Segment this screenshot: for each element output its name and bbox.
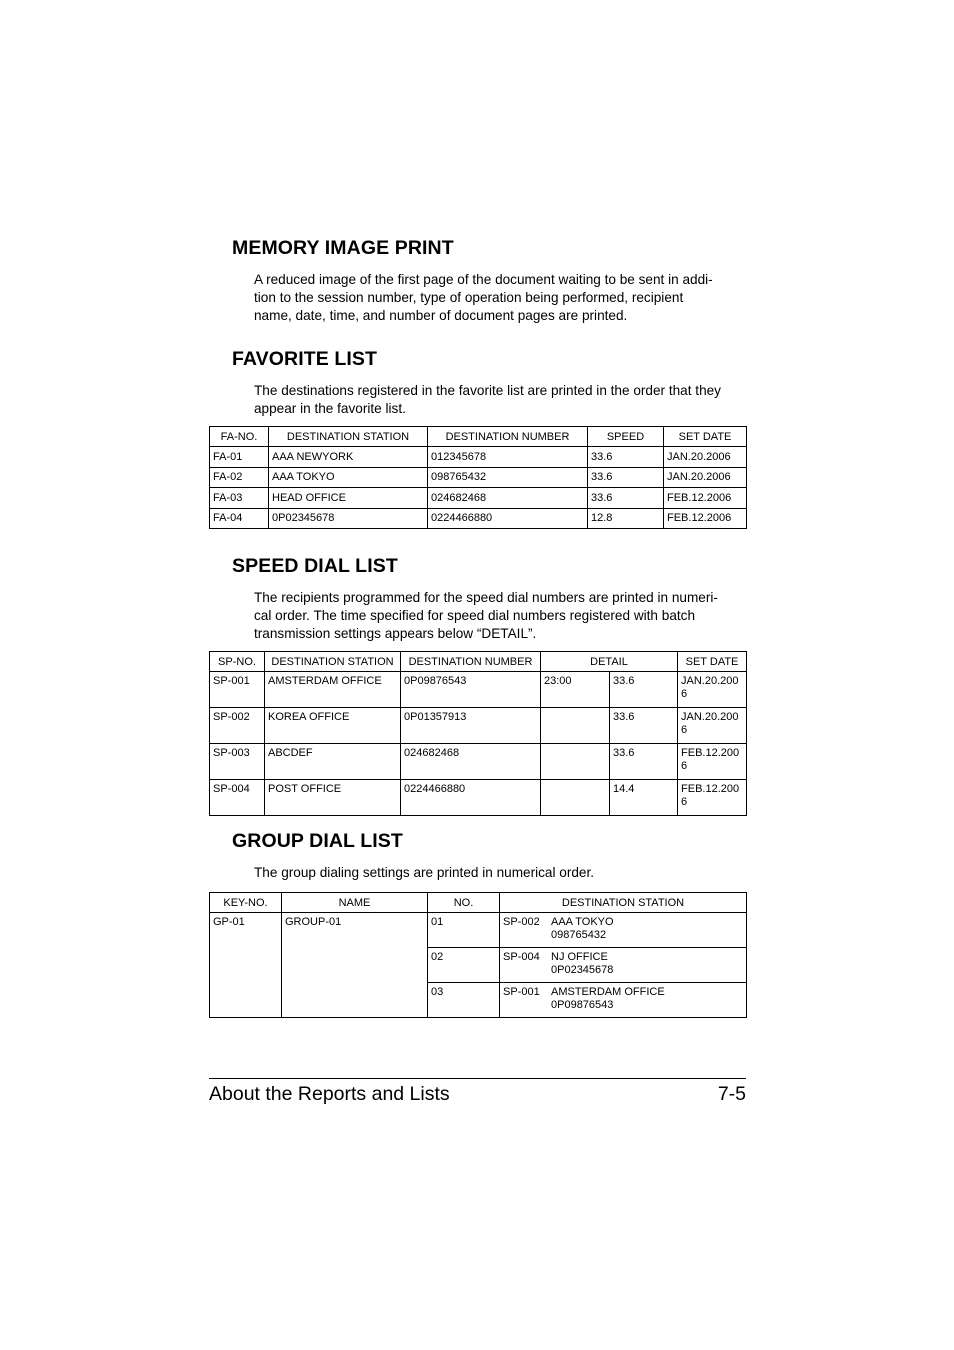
table-cell [500, 983, 747, 1018]
table-cell: 33.6 [588, 488, 664, 509]
table-cell: 12.8 [588, 508, 664, 529]
table-row [210, 744, 747, 780]
table-cell: 33.6 [610, 708, 678, 744]
speed-dial-code: SP-004 [503, 951, 540, 963]
table-cell: 33.6 [610, 672, 678, 708]
destination-name: NJ OFFICE [551, 951, 608, 963]
column-header: DESTINATION NUMBER [428, 427, 588, 447]
column-header: DESTINATION NUMBER [401, 652, 541, 672]
table-cell: FEB.12.2006 [678, 744, 747, 780]
group-dial-list-heading: GROUP DIAL LIST [232, 830, 403, 852]
table-cell: JAN.20.2006 [678, 708, 747, 744]
table-cell: 33.6 [610, 744, 678, 780]
speed-dial-list-table [209, 651, 747, 816]
table-cell [541, 744, 610, 780]
favorite-list-description: The destinations registered in the favorite list are printed in the order that they appear in the favorite list. [254, 383, 721, 416]
table-cell: JAN.20.2006 [664, 467, 747, 488]
table-cell: 0P09876543 [401, 672, 541, 708]
column-header: DESTINATION STATION [500, 893, 747, 913]
table-row [210, 447, 747, 468]
speed-dial-code: SP-001 [503, 986, 540, 998]
column-header: SPEED [588, 427, 664, 447]
table-header-row [210, 427, 747, 447]
column-header: DETAIL [541, 652, 678, 672]
table-header-row [210, 893, 747, 913]
table-row [210, 467, 747, 488]
table-row [210, 488, 747, 509]
table-cell: SP-001 [210, 672, 265, 708]
footer-divider [209, 1078, 746, 1079]
table-cell: 098765432 [428, 467, 588, 488]
table-cell: 33.6 [588, 467, 664, 488]
table-row [210, 780, 747, 816]
table-cell [541, 708, 610, 744]
favorite-list-table [209, 426, 747, 529]
table-cell: 02 [428, 948, 500, 983]
table-row [210, 913, 747, 948]
table-cell: AAA NEWYORK [269, 447, 428, 468]
column-header: DESTINATION STATION [269, 427, 428, 447]
destination-number: 098765432 [551, 928, 607, 941]
table-cell: JAN.20.2006 [664, 447, 747, 468]
table-cell: 0224466880 [428, 508, 588, 529]
table-cell: SP-002 [210, 708, 265, 744]
table-cell: 0224466880 [401, 780, 541, 816]
table-cell: 0P02345678 [269, 508, 428, 529]
group-dial-list-description: The group dialing settings are printed in numerical order. [254, 865, 595, 880]
destination-number: 0P02345678 [551, 963, 614, 976]
table-cell: GP-01 [210, 913, 282, 1018]
column-header: SP-NO. [210, 652, 265, 672]
table-cell: FA-01 [210, 447, 269, 468]
column-header: SET DATE [664, 427, 747, 447]
page-number: 7-5 [717, 1083, 746, 1105]
destination-number: 0P09876543 [551, 998, 614, 1011]
table-cell: JAN.20.2006 [678, 672, 747, 708]
group-dial-list-table [209, 892, 747, 1018]
footer-section-title: About the Reports and Lists [209, 1083, 450, 1105]
memory-image-print-heading: MEMORY IMAGE PRINT [232, 237, 454, 259]
table-cell: 012345678 [428, 447, 588, 468]
speed-dial-list-description: The recipients programmed for the speed dial numbers are printed in numeri- cal order. The time specified for speed dial numbers registered with batch transmission settings appears below “DETAIL”. [254, 590, 718, 641]
column-header: FA-NO. [210, 427, 269, 447]
table-row [210, 672, 747, 708]
table-cell: 024682468 [401, 744, 541, 780]
speed-dial-list-heading: SPEED DIAL LIST [232, 555, 398, 577]
table-cell: 024682468 [428, 488, 588, 509]
table-cell: POST OFFICE [265, 780, 401, 816]
column-header: NO. [428, 893, 500, 913]
speed-dial-code: SP-002 [503, 916, 540, 928]
table-row [210, 708, 747, 744]
table-cell: FEB.12.2006 [664, 488, 747, 509]
table-cell: FA-03 [210, 488, 269, 509]
table-cell: FA-02 [210, 467, 269, 488]
table-cell: SP-003 [210, 744, 265, 780]
table-cell: SP-004 [210, 780, 265, 816]
table-cell: HEAD OFFICE [269, 488, 428, 509]
memory-image-print-description: A reduced image of the first page of the document waiting to be sent in addi- tion to the session number, type of operation being performed, recipient name, date, time, and number of document pages are printed. [254, 272, 713, 323]
destination-name: AAA TOKYO [551, 916, 614, 928]
table-cell: AAA TOKYO [269, 467, 428, 488]
table-cell: 14.4 [610, 780, 678, 816]
column-header: DESTINATION STATION [265, 652, 401, 672]
table-cell: FEB.12.2006 [678, 780, 747, 816]
table-cell [500, 913, 747, 948]
column-header: SET DATE [678, 652, 747, 672]
table-cell: 23:00 [541, 672, 610, 708]
table-cell: 01 [428, 913, 500, 948]
table-cell: 03 [428, 983, 500, 1018]
table-cell [541, 780, 610, 816]
table-cell [500, 948, 747, 983]
column-header: NAME [282, 893, 428, 913]
table-cell: FA-04 [210, 508, 269, 529]
table-cell: ABCDEF [265, 744, 401, 780]
table-cell: AMSTERDAM OFFICE [265, 672, 401, 708]
column-header: KEY-NO. [210, 893, 282, 913]
table-cell: FEB.12.2006 [664, 508, 747, 529]
table-cell: KOREA OFFICE [265, 708, 401, 744]
table-cell: 33.6 [588, 447, 664, 468]
favorite-list-heading: FAVORITE LIST [232, 348, 378, 370]
table-header-row [210, 652, 747, 672]
table-row [210, 508, 747, 529]
table-cell: GROUP-01 [282, 913, 428, 1018]
table-cell: 0P01357913 [401, 708, 541, 744]
destination-name: AMSTERDAM OFFICE [551, 986, 665, 998]
